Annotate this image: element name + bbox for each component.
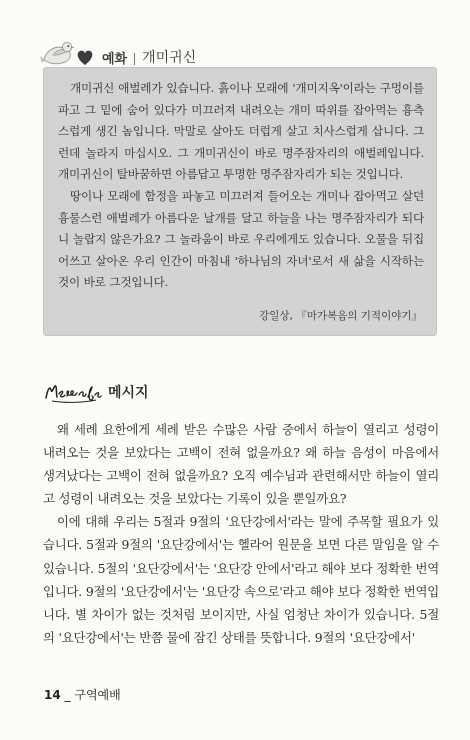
- footer-separator: _: [64, 688, 71, 702]
- body-paragraph-2: 이에 대해 우리는 5절과 9절의 '요단강에서'라는 말에 주목할 필요가 있습니다. 5절과 9절의 '요단강에서'는 헬라어 원문을 보면 다른 말임을 알 수 있습니다. 5절의 '요단강에서'는 '요단강 안에서'라고 해야 보다 정확한 번역입니다. 9절의 '요단강에서'는 '요단강 속으로'라고 해야 보다 정확한 번역입니다. 별 차이가 없는 것처럼 보이지만, 사실 엄청난 차이가 있습니다. 5절의 '요단강에서'는 반쯤 물에 잠긴 상태를 뜻합니다. 9절의 '요단강에서': [43, 514, 439, 645]
- story-paragraph-2: 땅이나 모래에 함정을 파놓고 미끄러져 들어오는 개미나 잡아먹고 살던 흉물스런 애벌레가 아름다운 날개를 달고 하늘을 나는 명주잠자리가 되다니 놀랍지 않은가요? 그 놀라움이 바로 우리에게도 있습니다. 오물을 뒤집어쓰고 살아온 우리 인간이 마침내 '하나님의 자녀'로서 새 삶을 시작하는 것이 바로 그것입니다.: [58, 188, 424, 290]
- story-box: [43, 67, 437, 336]
- body-text: [43, 418, 439, 649]
- story-source: 강일상, 『마가복음의 기적이야기』: [259, 310, 422, 322]
- body-paragraph-1: 왜 세례 요한에게 세례 받은 수많은 사람 중에서 하늘이 열리고 성령이 내려오는 것을 보았다는 고백이 전혀 없을까요? 왜 하늘 음성이 마음에서 생겨났다는 고백이 전혀 없을까요? 오직 예수님과 관련해서만 하늘이 열리고 성령이 내려오는 것을 보았다는 기록이 있을 뿐일까요?: [43, 422, 439, 507]
- page-footer: [44, 686, 121, 703]
- header-label: 예화: [102, 52, 128, 67]
- story-paragraph-1: 개미귀신 애벌레가 있습니다. 흙이나 모래에 '개미지옥'이라는 구멍이를 파고 그 밑에 숨어 있다가 미끄러져 내려오는 개미 따위를 잡아먹는 흉측스럽게 생긴 놈입니다. 막말로 살아도 더럽게 살고 치사스럽게 삽니다. 그런데 놀라지 마십시오. 그 개미귀신이 바로 명주잠자리의 애벌레입니다. 개미귀신이 탈바꿈하면 아름답고 투명한 명주잠자리가 되는 것입니다.: [58, 81, 424, 182]
- bird-heart-icon: [40, 36, 98, 70]
- page-title: 개미귀신: [142, 50, 197, 66]
- section-header: [40, 36, 196, 70]
- message-heading: [44, 378, 149, 406]
- header-divider: [134, 53, 135, 65]
- message-title: 메시지: [108, 385, 149, 401]
- message-script-icon: [44, 378, 102, 406]
- page-number: 14: [44, 688, 61, 702]
- book-title: 구역예배: [74, 688, 121, 702]
